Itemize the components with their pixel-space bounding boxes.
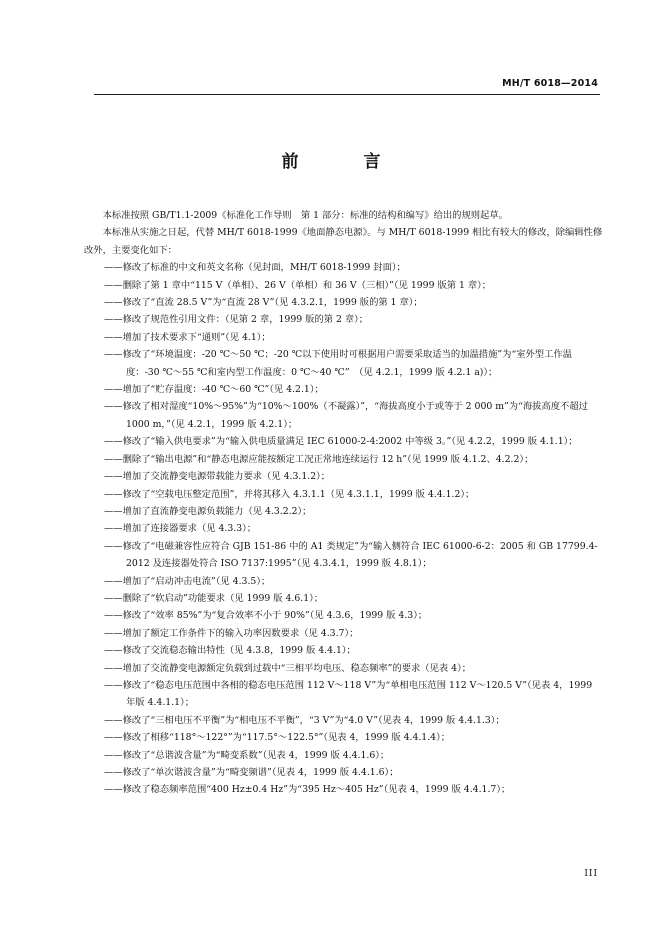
page-number: III <box>584 869 598 879</box>
change-item: ——修改了规范性引用文件：（见第 2 章，1999 版的第 2 章）； <box>104 314 369 326</box>
change-item: ——修改了“单次谐波含量”为“畸变频谱”（见表 4，1999 版 4.4.1.6）； <box>104 767 399 778</box>
change-item: ——增加了直流静变电源负载能力（见 4.3.2.2）； <box>104 505 312 517</box>
header-rule <box>94 94 600 95</box>
change-item: ——修改了“总谐波含量”为“畸变系数”（见表 4，1999 版 4.4.1.6）； <box>104 749 390 761</box>
change-item: ——修改了“空载电压整定范围”，并将其移入 4.3.1.1（见 4.3.1.1，1999 版 4.4.1.2）； <box>104 488 475 500</box>
page-title: 前 言 <box>281 152 405 172</box>
change-item: ——增加了额定工作条件下的输入功率因数要求（见 4.3.7）； <box>104 627 359 639</box>
standard-code: MH/T 6018—2014 <box>502 78 598 89</box>
change-item: ——修改了标准的中文和英文名称（见封面，MH/T 6018-1999 封面）； <box>104 262 406 274</box>
intro-paragraph-2: 本标准从实施之日起，代替 MH/T 6018-1999《地面静态电源》。与 MH/T 6018-1999 相比有较大的修改，除编辑性修改外，主要变化如下： <box>84 227 603 256</box>
change-item: ——修改了“电磁兼容性应符合 GJB 151-86 中的 A1 类规定”为“输入侧符合 IEC 61000-6-2：2005 和 GB 17799.4-2012 及连接器处符合 ISO 7137:1995”（见 4.3.4.1，1999 版 4.8.1）； <box>104 540 598 570</box>
change-item: ——增加了“贮存温度：-40 ℃～60 ℃”（见 4.2.1）； <box>104 384 324 396</box>
change-item: ——修改了“三相电压不平衡”为“相电压不平衡”，“3 V”为“4.0 V”（见表 4，1999 版 4.4.1.3）； <box>104 714 505 726</box>
change-item: ——增加了连接器要求（见 4.3.3）； <box>104 523 257 535</box>
change-item: ——修改了稳态频率范围“400 Hz±0.4 Hz”为“395 Hz～405 Hz”（见表 4，1999 版 4.4.1.7）； <box>104 784 511 796</box>
change-item: ——删除了“输出电源”和“静态电源应能按额定工况正常地连续运行 12 h”（见 1999 版 4.1.2、4.2.2）； <box>104 453 534 465</box>
change-item: ——删除了第 1 章中“115 V（单相）、26 V（单相）和 36 V（三相）”（见 1999 版第 1 章）； <box>104 279 492 291</box>
change-item: ——修改了“效率 85%”为“复合效率不小于 90%”（见 4.3.6，1999 版 4.3）； <box>104 610 428 622</box>
change-item: ——删除了“软启动”功能要求（见 1999 版 4.6.1）； <box>104 592 324 604</box>
change-item: ——修改了“输入供电要求”为“输入供电质量满足 IEC 61000-2-4:2002 中等级 3。”（见 4.2.2，1999 版 4.1.1）； <box>104 436 578 448</box>
change-item: ——增加了“启动冲击电流”（见 4.3.5）； <box>104 575 271 587</box>
change-item: ——修改了“直流 28.5 V”为“直流 28 V”（见 4.3.2.1，1999 版的第 1 章）； <box>104 297 423 309</box>
change-item: ——修改了“稳态电压范围中各相的稳态电压范围 112 V～118 V”为“单相电压范围 112 V～120.5 V”（见表 4，1999 年版 4.4.1.1）； <box>104 679 593 709</box>
change-item: ——修改了相移“118°～122°”为“117.5°～122.5°”（见表 4，1999 版 4.4.1.4）； <box>104 732 451 744</box>
change-item: ——增加了交流静变电源额定负载到过载中“三相平均电压、稳态频率”的要求（见表 4）； <box>104 662 472 674</box>
change-item: ——修改了交流稳态输出特性（见 4.3.8，1999 版 4.4.1）； <box>104 645 356 657</box>
change-item: ——修改了相对湿度“10%～95%”为“10%～100%（不凝露）”，“海拔高度小于或等于 2 000 m”为“海拔高度不超过 1000 m，”（见 4.2.1，1999 版 4.2.1）； <box>104 401 588 430</box>
change-item: ——增加了交流静变电源带载能力要求（见 4.3.1.2）； <box>104 471 331 483</box>
intro-paragraph-1: 本标准按照 GB/T1.1-2009《标准化工作导则 第 1 部分：标准的结构和编写》给出的规则起草。 <box>102 210 508 221</box>
change-item: ——修改了“环境温度：-20 ℃～50 ℃；-20 ℃以下使用时可根据用户需要采取适当的加温措施”为“室外型工作温度：-30 ℃～55 ℃和室内型工作温度：0 ℃～40 ℃” （见 4.2.1，1999 版 4.2.1 a)）； <box>104 349 572 378</box>
change-item: ——增加了技术要求下“通则”（见 4.1）； <box>104 331 271 343</box>
document-body <box>84 207 604 799</box>
